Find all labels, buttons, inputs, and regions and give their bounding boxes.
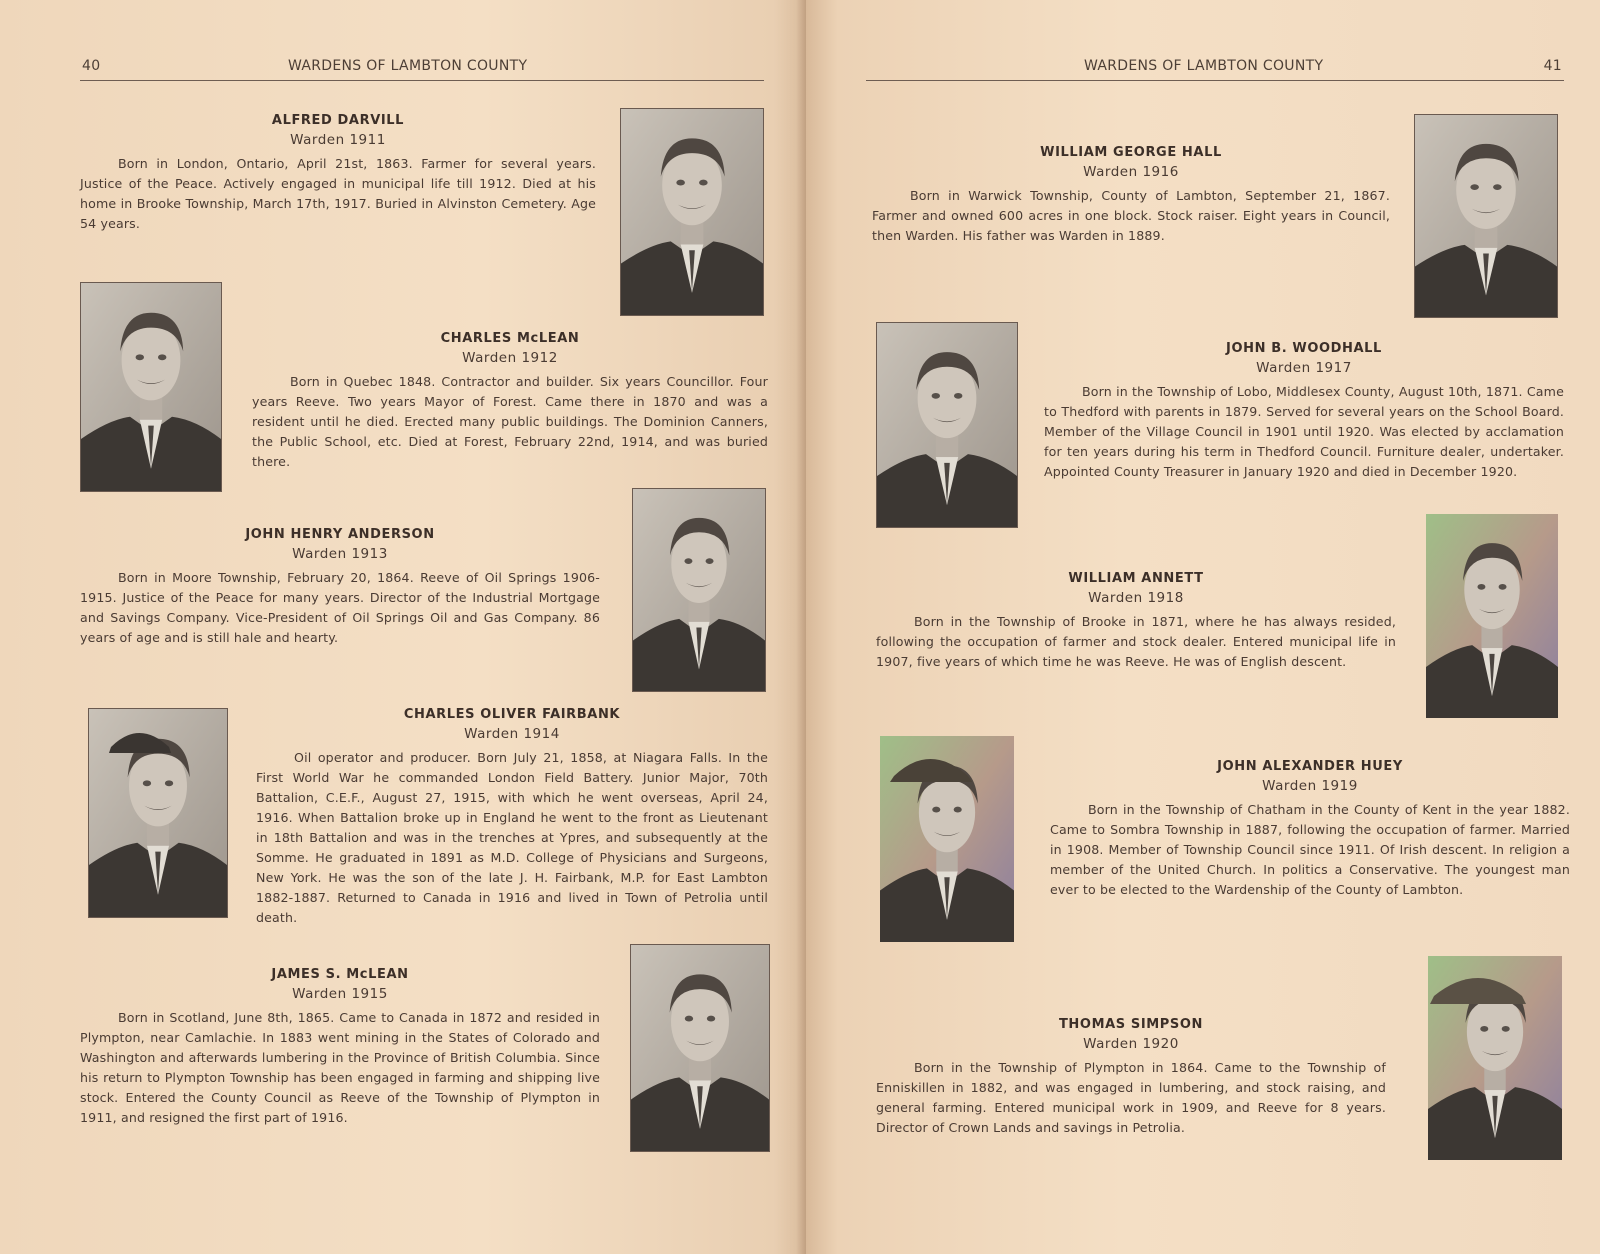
warden-bio: Born in Quebec 1848. Contractor and builder. Six years Councillor. Four years Reeve. Two years Mayor of Forest. Came there in 1870 and was a resident until he died. Erected many public buildings. The Dominion Canners, the Public School, etc. Died at Forest, February 22nd, 1914, and was buried there. — [252, 374, 768, 469]
warden-bio: Born in London, Ontario, April 21st, 1863. Farmer for several years. Justice of the Peace. Actively engaged in municipal life till 1912. Died at his home in Brooke Township, March 17th, 1917. Buried in Alvinston Cemetery. Age 54 years. — [80, 156, 596, 231]
warden-office: Warden 1919 — [1262, 778, 1358, 794]
portrait-photo-james-mclean — [630, 944, 770, 1152]
portrait-photo-annett — [1426, 514, 1558, 718]
running-title-left: WARDENS OF LAMBTON COUNTY — [288, 58, 528, 74]
portrait-image — [1428, 956, 1562, 1160]
portrait-photo-woodhall — [876, 322, 1018, 528]
right-page — [806, 0, 1600, 1254]
warden-name: THOMAS SIMPSON — [1058, 1017, 1204, 1032]
warden-office: Warden 1916 — [1083, 164, 1179, 180]
warden-bio: Born in Scotland, June 8th, 1865. Came to Canada in 1872 and resided in Plympton, near Camlachie. In 1883 went mining in the States of Colorado and Washington and afterwards lumbering in the Province of British Columbia. Since his return to Plympton Township has been engaged in farming and shipping live stock. Entered the County Council as Reeve of the Township of Plympton in 1911, and resigned the first part of 1916. — [80, 1010, 600, 1125]
running-title-right: WARDENS OF LAMBTON COUNTY — [1084, 58, 1324, 74]
warden-bio: Born in the Township of Plympton in 1864. Came to the Township of Enniskillen in 1882, and was engaged in lumbering, and stock raising, and general farming. Entered municipal work in 1909, and Reeve for 8 years. Director of Crown Lands and savings in Petrolia. — [876, 1060, 1386, 1135]
warden-bio: Born in the Township of Lobo, Middlesex County, August 10th, 1871. Came to Thedford with parents in 1879. Served for several years on the School Board. Member of the Village Council in 1901 until 1920. Was elected by acclamation for ten years during his term in Thedford Council. Furniture dealer, undertaker. Appointed County Treasurer in January 1920 and died in December 1920. — [1044, 384, 1564, 479]
warden-bio: Born in the Township of Brooke in 1871, where he has always resided, following the occupation of farmer and stock dealer. Entered municipal life in 1907, five years of which time he was Reeve. He was of English descent. — [876, 614, 1396, 669]
portrait-photo-huey — [880, 736, 1014, 942]
warden-office: Warden 1914 — [464, 726, 560, 742]
entry-john-alexander-huey — [1050, 758, 1570, 900]
portrait-image — [1415, 115, 1557, 317]
warden-office: Warden 1915 — [292, 986, 388, 1002]
warden-name: CHARLES McLEAN — [440, 331, 580, 346]
portrait-image — [877, 323, 1017, 527]
portrait-image — [1426, 514, 1558, 718]
portrait-image — [633, 489, 765, 691]
left-page-header — [80, 58, 764, 81]
warden-name: ALFRED DARVILL — [271, 113, 405, 128]
warden-name: JOHN B. WOODHALL — [1226, 341, 1382, 356]
portrait-photo-fairbank — [88, 708, 228, 918]
warden-name: WILLIAM GEORGE HALL — [1040, 145, 1222, 160]
warden-name: JOHN ALEXANDER HUEY — [1217, 759, 1403, 774]
page-number-left: 40 — [82, 58, 101, 74]
entry-alfred-darvill — [80, 112, 596, 234]
portrait-image — [631, 945, 769, 1151]
warden-bio: Oil operator and producer. Born July 21, 1858, at Niagara Falls. In the First World War he commanded London Field Battery. Junior Major, 70th Battalion, C.E.F., August 27, 1915, with which he went overseas, April 24, 1916. When Battalion broke up in England he went to the front as Lieutenant in 18th Battalion and was in the trenches at Ypres, and subsequently at the Somme. He graduated in 1891 as M.D. College of Physicians and Surgeons, New York. He was the son of the late J. H. Fairbank, M.P. for East Lambton 1882-1887. Returned to Canada in 1916 and lived in Town of Petrolia until death. — [256, 750, 768, 925]
portrait-image — [89, 709, 227, 917]
warden-name: CHARLES OLIVER FAIRBANK — [403, 707, 621, 722]
right-page-header — [866, 58, 1564, 81]
warden-bio: Born in the Township of Chatham in the County of Kent in the year 1882. Came to Sombra Township in 1887, following the occupation of farmer. Married in 1908. Member of Township Council since 1911. Of Irish descent. In religion a member of the United Church. In politics a Conservative. The youngest man ever to be elected to the Wardenship of the County of Lambton. — [1050, 802, 1570, 897]
portrait-photo-charles-mclean — [80, 282, 222, 492]
warden-name: JOHN HENRY ANDERSON — [245, 527, 435, 542]
warden-office: Warden 1913 — [292, 546, 388, 562]
entry-thomas-simpson — [876, 1016, 1386, 1138]
entry-james-s-mclean — [80, 966, 600, 1128]
warden-office: Warden 1917 — [1256, 360, 1352, 376]
portrait-photo-simpson — [1428, 956, 1562, 1160]
entry-john-b-woodhall — [1044, 340, 1564, 482]
warden-office: Warden 1920 — [1083, 1036, 1179, 1052]
entry-charles-oliver-fairbank — [256, 706, 768, 928]
page-number-right: 41 — [1543, 58, 1562, 74]
portrait-photo-anderson — [632, 488, 766, 692]
warden-office: Warden 1918 — [1088, 590, 1184, 606]
warden-bio: Born in Warwick Township, County of Lambton, September 21, 1867. Farmer and owned 600 acres in one block. Stock raiser. Eight years in Council, then Warden. His father was Warden in 1889. — [872, 188, 1390, 243]
portrait-image — [621, 109, 763, 315]
portrait-image — [81, 283, 221, 491]
portrait-image — [880, 736, 1014, 942]
portrait-photo-darvill — [620, 108, 764, 316]
warden-office: Warden 1911 — [290, 132, 386, 148]
warden-bio: Born in Moore Township, February 20, 1864. Reeve of Oil Springs 1906-1915. Justice of the Peace for many years. Director of the Industrial Mortgage and Savings Company. Vice-President of Oil Springs Oil and Gas Company. 86 years of age and is still hale and hearty. — [80, 570, 600, 645]
warden-name: WILLIAM ANNETT — [1068, 571, 1204, 586]
entry-john-henry-anderson — [80, 526, 600, 648]
entry-william-annett — [876, 570, 1396, 672]
warden-office: Warden 1912 — [462, 350, 558, 366]
portrait-photo-hall — [1414, 114, 1558, 318]
entry-charles-mclean — [252, 330, 768, 472]
warden-name: JAMES S. McLEAN — [271, 967, 409, 982]
entry-william-george-hall — [872, 144, 1390, 246]
